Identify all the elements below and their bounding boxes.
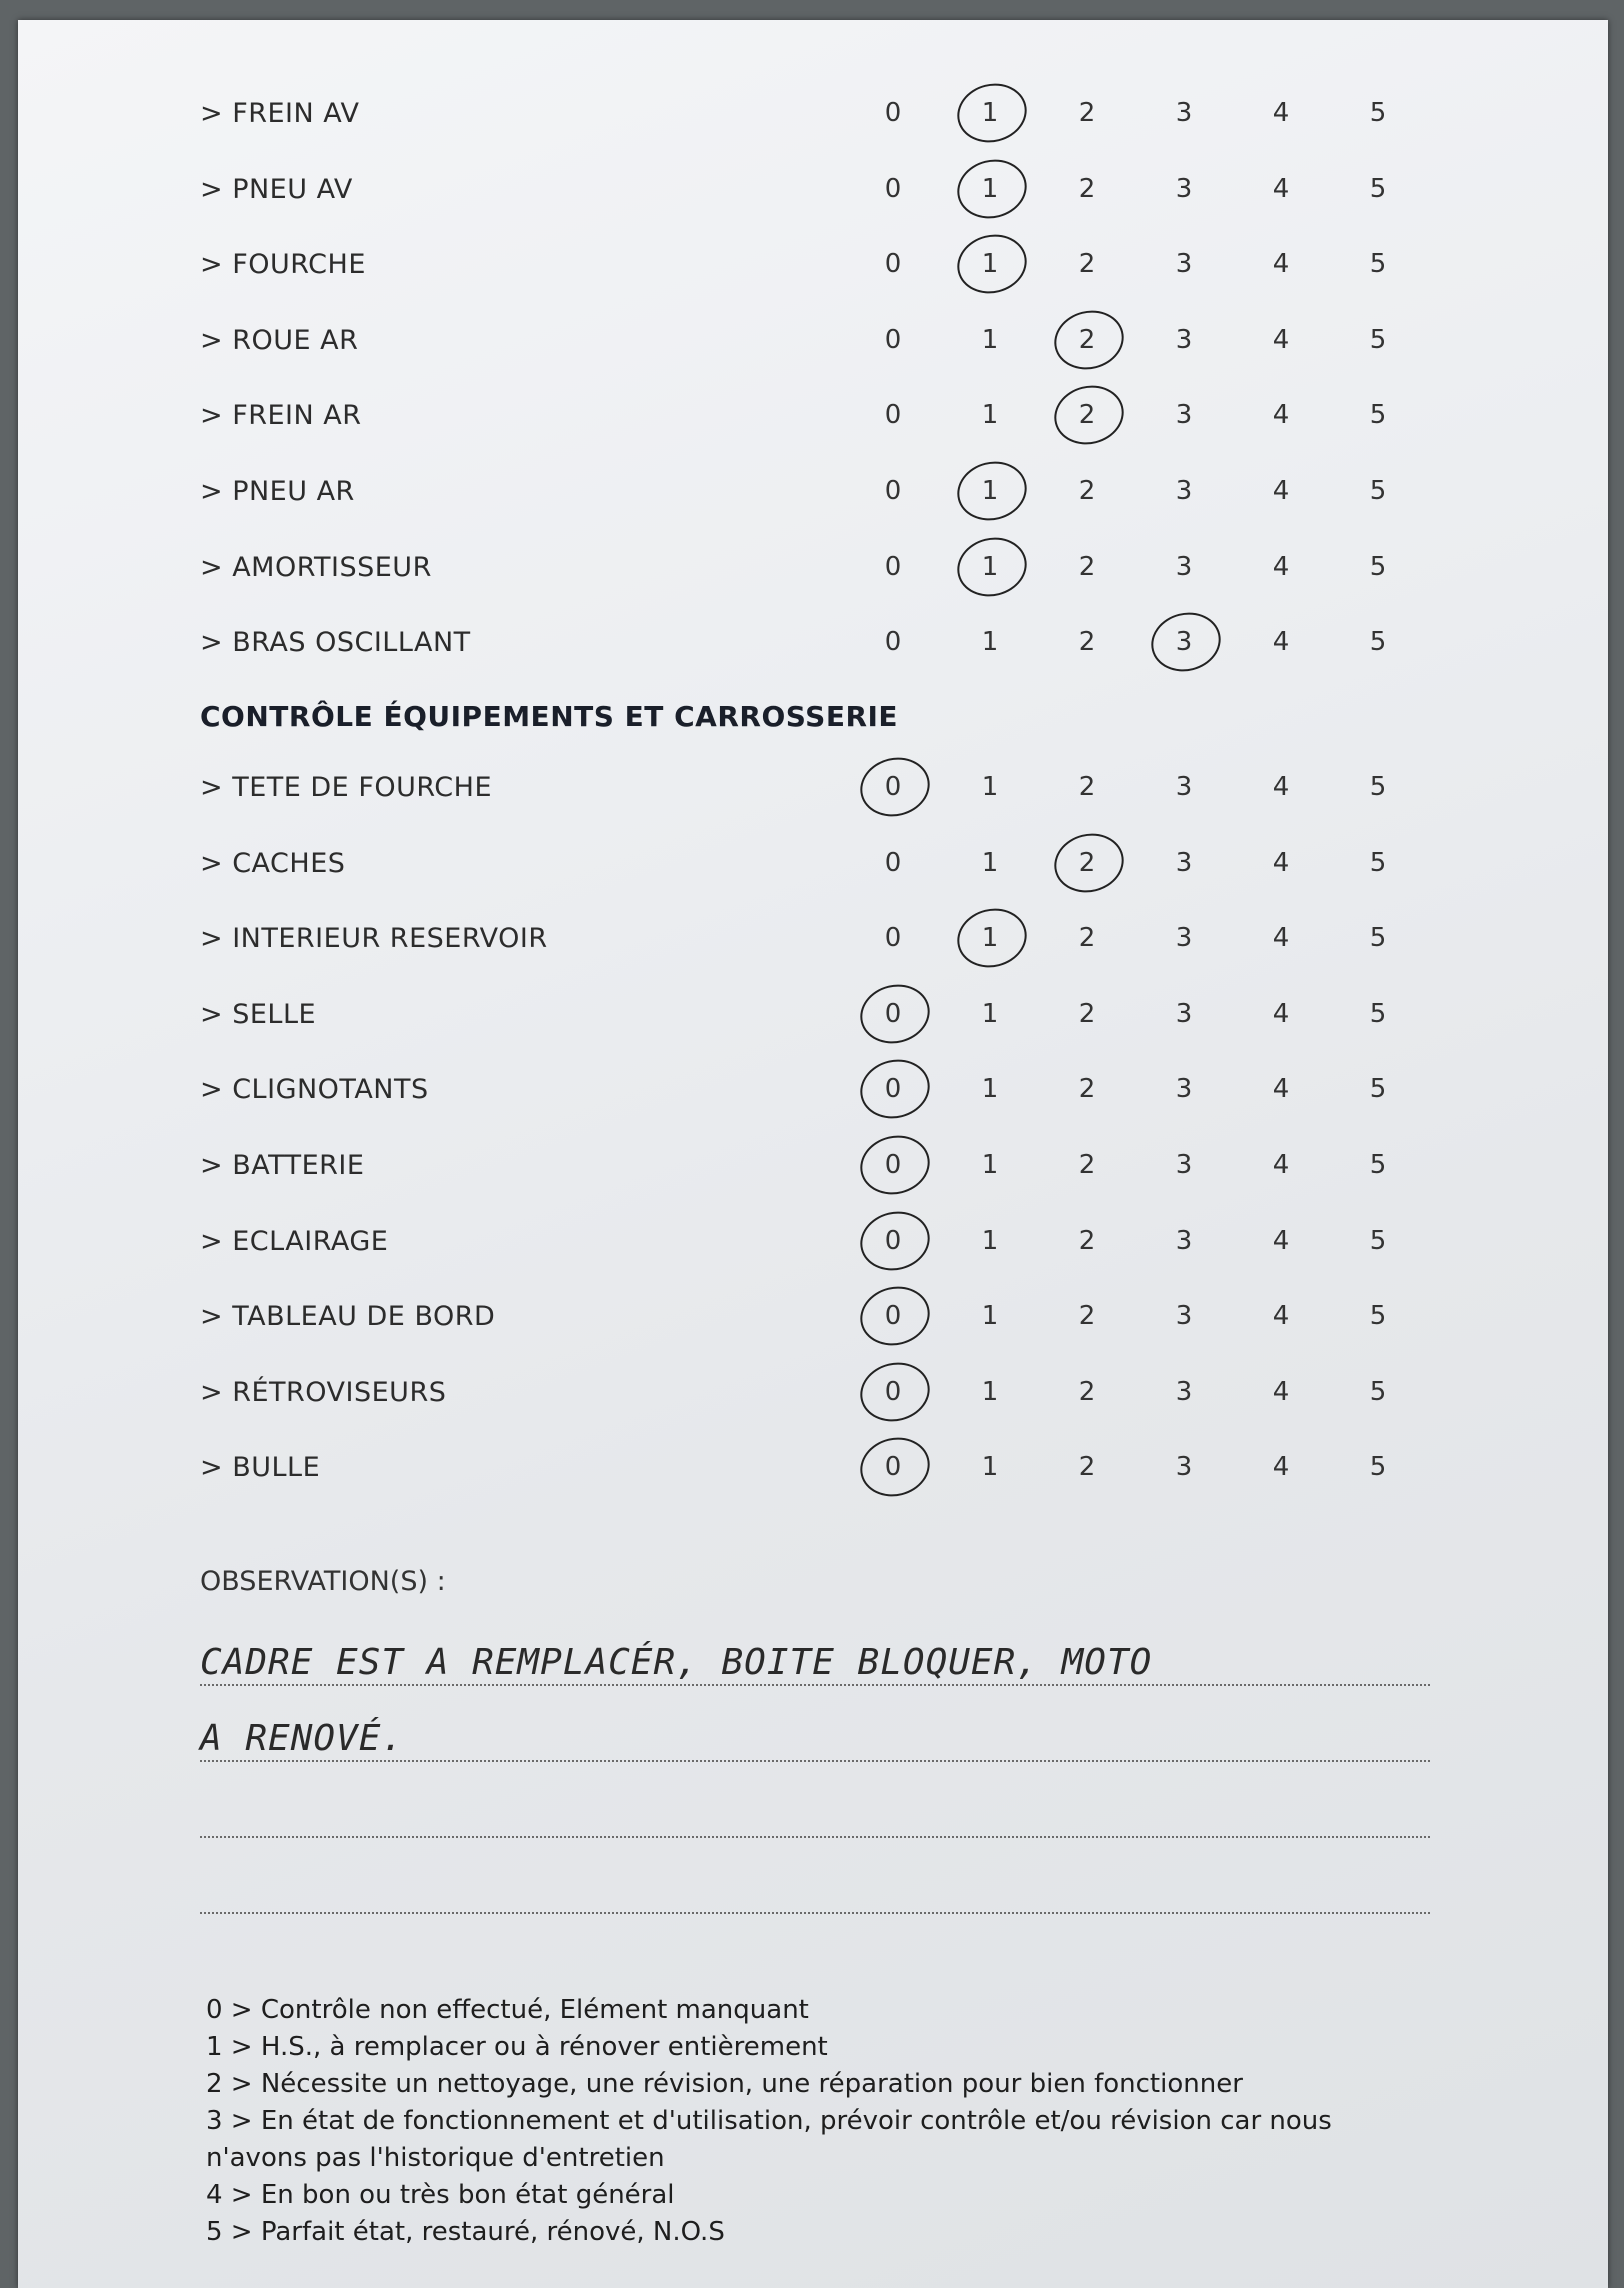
score-option-selected[interactable]: 1 bbox=[955, 98, 1025, 128]
score-option[interactable]: 4 bbox=[1272, 400, 1290, 431]
score-option-selected[interactable]: 2 bbox=[1052, 325, 1122, 355]
score-option[interactable]: 3 bbox=[1175, 551, 1193, 582]
score-option[interactable]: 1 bbox=[981, 1225, 999, 1256]
legend-item: 1 > H.S., à remplacer ou à rénover entièrement bbox=[206, 2032, 828, 2062]
score-option[interactable]: 5 bbox=[1369, 249, 1387, 280]
score-option[interactable]: 4 bbox=[1272, 1074, 1290, 1105]
score-option-selected[interactable]: 0 bbox=[858, 772, 928, 802]
legend-item: 2 > Nécessite un nettoyage, une révision, une réparation pour bien fonctionner bbox=[206, 2069, 1243, 2099]
score-option[interactable]: 5 bbox=[1369, 923, 1387, 954]
score-option-selected[interactable]: 1 bbox=[955, 923, 1025, 953]
score-option[interactable]: 5 bbox=[1369, 400, 1387, 431]
score-option[interactable]: 2 bbox=[1078, 1376, 1096, 1407]
observation-line-1 bbox=[200, 1684, 1430, 1686]
score-option[interactable]: 3 bbox=[1175, 847, 1193, 878]
rating-row bbox=[18, 627, 1608, 671]
row-label: > CLIGNOTANTS bbox=[200, 1074, 429, 1106]
score-option[interactable]: 3 bbox=[1175, 249, 1193, 280]
rating-row bbox=[18, 174, 1608, 218]
row-label: > TABLEAU DE BORD bbox=[200, 1301, 496, 1333]
score-option[interactable]: 5 bbox=[1369, 98, 1387, 128]
score-option[interactable]: 1 bbox=[981, 1150, 999, 1180]
rating-row bbox=[18, 1074, 1608, 1118]
observations-label: OBSERVATION(S) : bbox=[200, 1566, 446, 1597]
score-option[interactable]: 0 bbox=[884, 551, 902, 582]
score-option-selected[interactable]: 0 bbox=[858, 1377, 928, 1407]
row-label: > SELLE bbox=[200, 998, 317, 1030]
score-option[interactable]: 1 bbox=[981, 1074, 999, 1105]
score-option[interactable]: 2 bbox=[1078, 249, 1096, 280]
score-option[interactable]: 4 bbox=[1272, 476, 1290, 506]
row-label: > FREIN AV bbox=[200, 98, 360, 129]
score-option[interactable]: 1 bbox=[981, 1301, 999, 1332]
observation-line-3 bbox=[200, 1836, 1430, 1838]
score-option[interactable]: 1 bbox=[981, 772, 999, 802]
score-option[interactable]: 5 bbox=[1369, 1301, 1387, 1332]
rating-row bbox=[18, 1377, 1608, 1421]
form-sheet bbox=[18, 20, 1608, 2288]
rating-row bbox=[18, 325, 1608, 369]
rating-row bbox=[18, 999, 1608, 1043]
score-option[interactable]: 5 bbox=[1369, 324, 1387, 355]
score-option[interactable]: 5 bbox=[1369, 847, 1387, 878]
score-option[interactable]: 4 bbox=[1272, 1150, 1290, 1180]
score-option[interactable]: 5 bbox=[1369, 772, 1387, 802]
row-label: > PNEU AV bbox=[200, 173, 353, 205]
score-option[interactable]: 4 bbox=[1272, 847, 1290, 878]
score-option[interactable]: 1 bbox=[981, 627, 999, 658]
score-option[interactable]: 3 bbox=[1175, 98, 1193, 128]
legend-item: 5 > Parfait état, restauré, rénové, N.O.S bbox=[206, 2217, 725, 2247]
row-label: > TETE DE FOURCHE bbox=[200, 772, 492, 803]
rating-row bbox=[18, 400, 1608, 444]
score-option[interactable]: 4 bbox=[1272, 923, 1290, 954]
score-option[interactable]: 2 bbox=[1078, 998, 1096, 1029]
score-option[interactable]: 0 bbox=[884, 923, 902, 954]
score-option[interactable]: 0 bbox=[884, 627, 902, 658]
row-label: > RÉTROVISEURS bbox=[200, 1376, 447, 1408]
score-option-selected[interactable]: 0 bbox=[858, 1074, 928, 1104]
score-option[interactable]: 0 bbox=[884, 476, 902, 506]
score-option[interactable]: 3 bbox=[1175, 400, 1193, 431]
score-option[interactable]: 0 bbox=[884, 400, 902, 431]
row-label: > BRAS OSCILLANT bbox=[200, 627, 471, 659]
score-option[interactable]: 3 bbox=[1175, 173, 1193, 204]
row-label: > ECLAIRAGE bbox=[200, 1225, 389, 1257]
observation-line-2 bbox=[200, 1760, 1430, 1762]
score-option[interactable]: 2 bbox=[1078, 1150, 1096, 1180]
score-option[interactable]: 5 bbox=[1369, 173, 1387, 204]
row-label: > FOURCHE bbox=[200, 249, 366, 281]
score-option[interactable]: 5 bbox=[1369, 1225, 1387, 1256]
score-option[interactable]: 3 bbox=[1175, 1225, 1193, 1256]
rating-row bbox=[18, 1301, 1608, 1345]
row-label: > BATTERIE bbox=[200, 1150, 365, 1181]
score-option[interactable]: 2 bbox=[1078, 1452, 1096, 1483]
score-option[interactable]: 5 bbox=[1369, 998, 1387, 1029]
rating-row bbox=[18, 1226, 1608, 1270]
score-option[interactable]: 4 bbox=[1272, 551, 1290, 582]
rating-row bbox=[18, 98, 1608, 142]
score-option[interactable]: 0 bbox=[884, 173, 902, 204]
rating-row bbox=[18, 923, 1608, 967]
score-option[interactable]: 4 bbox=[1272, 1452, 1290, 1483]
score-option[interactable]: 4 bbox=[1272, 627, 1290, 658]
score-option-selected[interactable]: 0 bbox=[858, 1150, 928, 1180]
score-option[interactable]: 5 bbox=[1369, 1452, 1387, 1483]
score-option[interactable]: 4 bbox=[1272, 1301, 1290, 1332]
row-label: > CACHES bbox=[200, 847, 346, 879]
score-option[interactable]: 2 bbox=[1078, 1225, 1096, 1256]
rating-row bbox=[18, 1150, 1608, 1194]
score-option[interactable]: 5 bbox=[1369, 1376, 1387, 1407]
row-label: > BULLE bbox=[200, 1452, 321, 1484]
score-option[interactable]: 3 bbox=[1175, 923, 1193, 954]
row-label: > INTERIEUR RESERVOIR bbox=[200, 923, 548, 955]
score-option[interactable]: 3 bbox=[1175, 1376, 1193, 1407]
score-option[interactable]: 4 bbox=[1272, 98, 1290, 128]
score-option-selected[interactable]: 2 bbox=[1052, 848, 1122, 878]
rating-row bbox=[18, 476, 1608, 520]
score-option[interactable]: 5 bbox=[1369, 627, 1387, 658]
score-option[interactable]: 5 bbox=[1369, 551, 1387, 582]
score-option[interactable]: 1 bbox=[981, 847, 999, 878]
score-option[interactable]: 4 bbox=[1272, 249, 1290, 280]
score-option[interactable]: 0 bbox=[884, 847, 902, 878]
score-option[interactable]: 3 bbox=[1175, 476, 1193, 506]
score-option[interactable]: 3 bbox=[1175, 772, 1193, 802]
score-option[interactable]: 3 bbox=[1175, 1301, 1193, 1332]
legend-item: 0 > Contrôle non effectué, Elément manquant bbox=[206, 1995, 809, 2025]
score-option[interactable]: 2 bbox=[1078, 627, 1096, 658]
score-option[interactable]: 0 bbox=[884, 249, 902, 280]
score-option[interactable]: 2 bbox=[1078, 772, 1096, 802]
score-option[interactable]: 4 bbox=[1272, 772, 1290, 802]
rating-row bbox=[18, 249, 1608, 293]
score-option[interactable]: 3 bbox=[1175, 324, 1193, 355]
score-option[interactable]: 2 bbox=[1078, 1301, 1096, 1332]
score-option[interactable]: 0 bbox=[884, 98, 902, 128]
score-option[interactable]: 2 bbox=[1078, 173, 1096, 204]
score-option-selected[interactable]: 1 bbox=[955, 552, 1025, 582]
row-label: > ROUE AR bbox=[200, 324, 359, 356]
score-option[interactable]: 2 bbox=[1078, 1074, 1096, 1105]
rating-row bbox=[18, 1452, 1608, 1496]
score-option[interactable]: 5 bbox=[1369, 476, 1387, 506]
score-option[interactable]: 2 bbox=[1078, 476, 1096, 506]
score-option[interactable]: 0 bbox=[884, 324, 902, 355]
score-option[interactable]: 5 bbox=[1369, 1074, 1387, 1105]
score-option[interactable]: 4 bbox=[1272, 324, 1290, 355]
score-option[interactable]: 3 bbox=[1175, 998, 1193, 1029]
score-option-selected[interactable]: 1 bbox=[955, 476, 1025, 506]
score-option[interactable]: 4 bbox=[1272, 173, 1290, 204]
score-option[interactable]: 3 bbox=[1175, 1150, 1193, 1180]
score-option[interactable]: 1 bbox=[981, 324, 999, 355]
rating-legend bbox=[206, 1992, 1436, 2251]
row-label: > PNEU AR bbox=[200, 476, 355, 507]
score-option[interactable]: 1 bbox=[981, 998, 999, 1029]
score-option[interactable]: 1 bbox=[981, 400, 999, 431]
observation-line-1-text: CADRE EST A REMPLACÉR, BOITE BLOQUER, MOTO bbox=[200, 1642, 1153, 1683]
score-option[interactable]: 3 bbox=[1175, 1074, 1193, 1105]
score-option[interactable]: 1 bbox=[981, 1452, 999, 1483]
score-option[interactable]: 1 bbox=[981, 1376, 999, 1407]
score-option[interactable]: 2 bbox=[1078, 98, 1096, 128]
score-option[interactable]: 4 bbox=[1272, 1225, 1290, 1256]
rating-row bbox=[18, 772, 1608, 816]
score-option-selected[interactable]: 0 bbox=[858, 1301, 928, 1331]
score-option[interactable]: 4 bbox=[1272, 998, 1290, 1029]
score-option-selected[interactable]: 0 bbox=[858, 999, 928, 1029]
score-option[interactable]: 4 bbox=[1272, 1376, 1290, 1407]
row-label: > AMORTISSEUR bbox=[200, 551, 432, 583]
score-option-selected[interactable]: 2 bbox=[1052, 400, 1122, 430]
score-option-selected[interactable]: 1 bbox=[955, 174, 1025, 204]
score-option[interactable]: 2 bbox=[1078, 551, 1096, 582]
score-option-selected[interactable]: 0 bbox=[858, 1226, 928, 1256]
legend-item: 3 > En état de fonctionnement et d'utilisation, prévoir contrôle et/ou révision car nous n'avons pas l'historique d'entretien bbox=[206, 2106, 1332, 2173]
score-option-selected[interactable]: 1 bbox=[955, 249, 1025, 279]
score-option[interactable]: 5 bbox=[1369, 1150, 1387, 1180]
rating-row bbox=[18, 552, 1608, 596]
score-option-selected[interactable]: 3 bbox=[1149, 627, 1219, 657]
legend-item: 4 > En bon ou très bon état général bbox=[206, 2180, 675, 2210]
observation-line-2-text: A RENOVÉ. bbox=[200, 1718, 405, 1759]
score-option-selected[interactable]: 0 bbox=[858, 1452, 928, 1482]
score-option[interactable]: 2 bbox=[1078, 923, 1096, 954]
section-title-equipment: CONTRÔLE ÉQUIPEMENTS ET CARROSSERIE bbox=[200, 700, 899, 733]
row-label: > FREIN AR bbox=[200, 400, 362, 432]
observation-line-4 bbox=[200, 1912, 1430, 1914]
score-option[interactable]: 3 bbox=[1175, 1452, 1193, 1483]
rating-row bbox=[18, 848, 1608, 892]
